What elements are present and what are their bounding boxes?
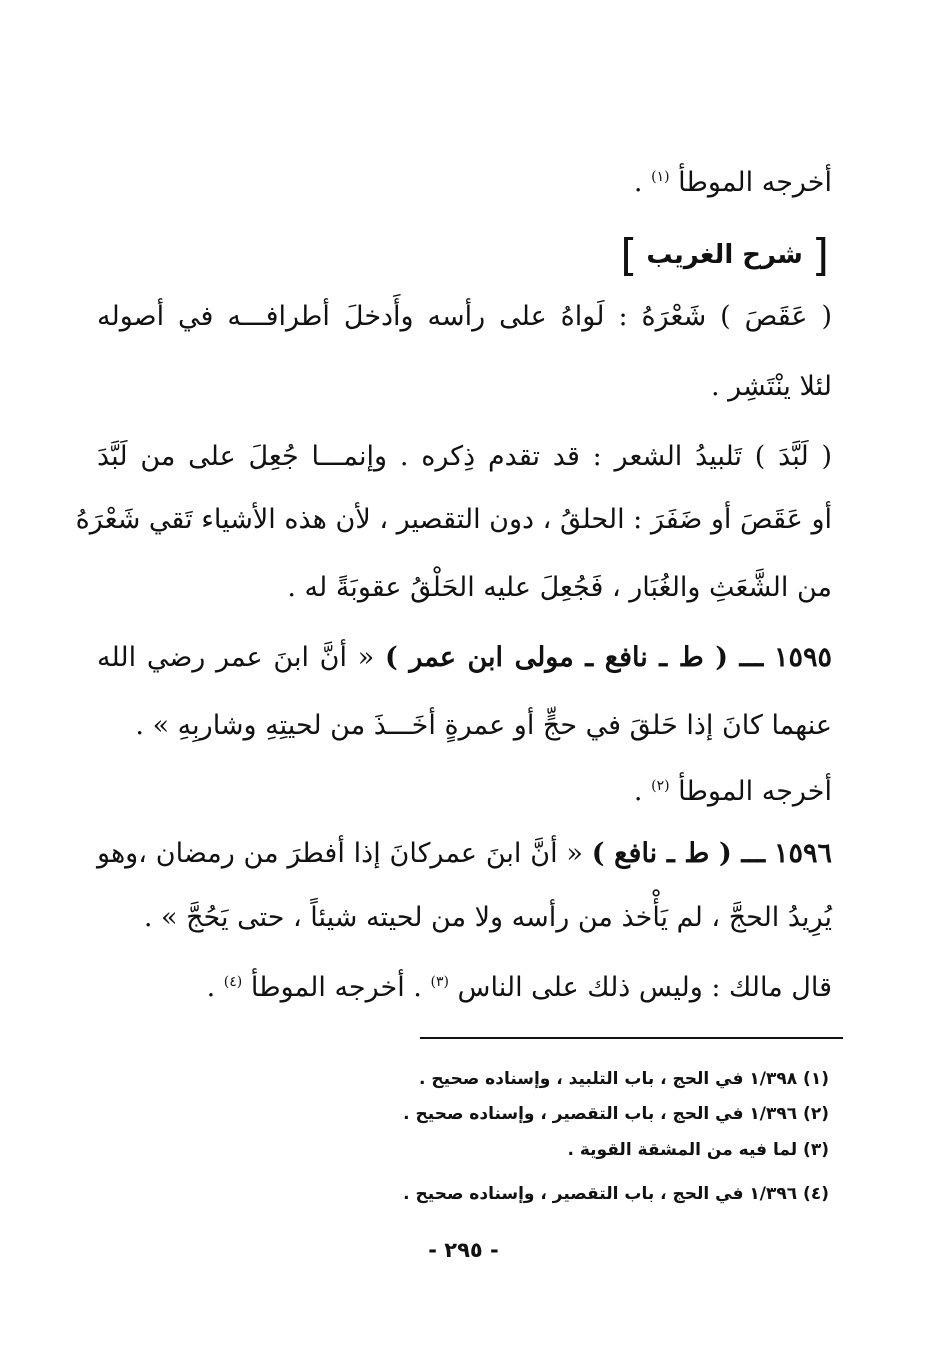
text-line-4: لئلا ينْتَشِر . (710, 371, 832, 402)
text-line-1 (97, 157, 832, 203)
line-13-end: . (206, 972, 216, 1003)
line-10-text: أخرجه الموطأ (678, 776, 832, 807)
text-line-7: من الشَّعَثِ والغُبَار ، فَجُعِلَ عليه الحَلْقُ عقوبَةً له . (287, 572, 832, 603)
hadith-1596-line-2: يُرِيدُ الحجَّ ، لم يَأْخذ من رأسه ولا من لحيته شيئاً ، حتى يَحُجَّ » . (143, 902, 832, 933)
hadith-1596-line-1 (97, 834, 832, 874)
text-line-5: ( لَبَّدَ ) تَلبيدُ الشعر : قد تقدم ذِكره . وإنمـــا جُعِلَ على من لَبَّدَ (97, 441, 832, 472)
text-line-6: أو عَقَصَ أو ضَفَرَ : الحلقُ ، دون التقصير ، لأن هذه الأشياء تَقي شَعْرَهُ (75, 504, 832, 535)
hadith-1595-source: ـــ ( ط ـ نافع ـ مولى ابن عمر ) (385, 642, 764, 673)
footnote-ref-2: (٢) (651, 778, 670, 794)
footnote-divider (420, 1037, 843, 1039)
text-line-3: ( عَقَصَ ) شَعْرَهُ : لَواهُ على رأسه وأَدخلَ أطرافـــه في أصوله (97, 301, 832, 332)
footnote-1: (١) ١/٣٩٨ في الحج ، باب التلبيد ، وإسناده صحيح . (419, 1069, 829, 1089)
footnote-4: (٤) ١/٣٩٦ في الحج ، باب التقصير ، وإسناده صحيح . (403, 1184, 829, 1204)
hadith-1595-text: « أنَّ ابنَ عمر رضي الله (97, 642, 375, 673)
line-13-text-b: . أخرجه الموطأ (250, 972, 422, 1003)
page-number: - ٢٩٥ - (428, 1238, 499, 1262)
hadith-1595-line-1 (97, 638, 832, 678)
footnote-2: (٢) ١/٣٩٦ في الحج ، باب التقصير ، وإسناده صحيح . (403, 1104, 829, 1124)
line-10-end: . (633, 776, 643, 807)
heading-text: شرح الغريب (646, 240, 803, 270)
malik-statement (97, 962, 832, 1008)
hadith-1595-line-2: عنهما كانَ إذا حَلقَ في حجٍّ أو عمرةٍ أخَـــذَ من لحيتِهِ وشاربِهِ » . (135, 710, 832, 741)
line-1-text: أخرجه الموطأ (678, 167, 832, 198)
section-heading (620, 230, 829, 281)
heading-bracket-open: [ (811, 230, 829, 281)
hadith-number-1595: ١٥٩٥ (774, 642, 833, 673)
heading-bracket-close: ] (620, 230, 638, 281)
footnote-3: (٣) لما فيه من المشقة القوية . (567, 1140, 829, 1160)
footnote-ref-4: (٤) (223, 974, 243, 990)
line-1-end: . (633, 167, 643, 198)
hadith-number-1596: ١٥٩٦ (773, 838, 832, 869)
hadith-1596-text: « أنَّ ابنَ عمركانَ إذا أفطرَ من رمضان ،وهو (97, 838, 583, 869)
footnote-ref-3: (٣) (430, 974, 449, 990)
hadith-1595-source-note (97, 766, 832, 812)
footnote-ref-1: (١) (651, 169, 670, 185)
line-13-text-a: قال مالك : وليس ذلك على الناس (457, 972, 832, 1003)
hadith-1596-source: ـــ ( ط ـ نافع ) (591, 838, 766, 869)
